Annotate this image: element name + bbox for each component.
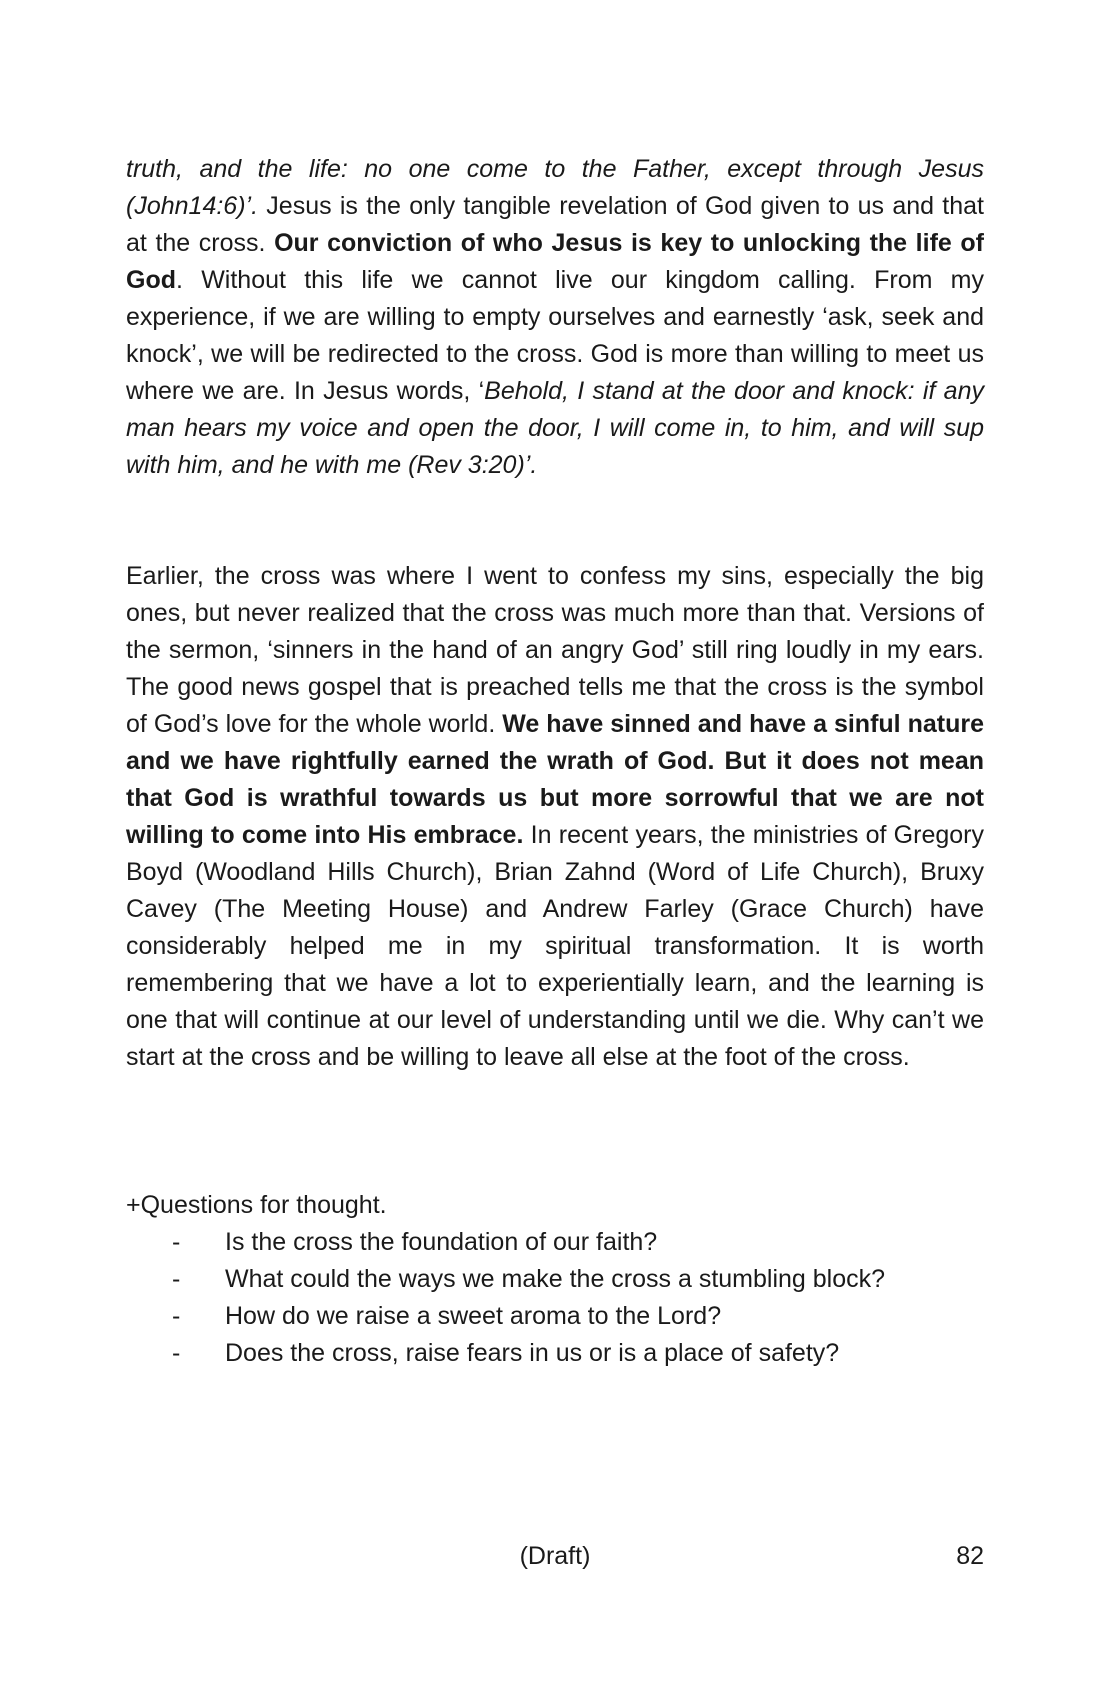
scripture-quote-john: truth, and the life: no one come to the Father, except through Jesus (John14:6)’. — [126, 155, 984, 220]
question-item — [126, 1298, 984, 1335]
bullet-dash: - — [172, 1302, 181, 1330]
question-text: What could the ways we make the cross a stumbling block? — [225, 1265, 886, 1293]
paragraph-2-text-a: Earlier, the cross was where I went to confess my sins, especially the big ones, but never realized that the cross was much more than that. Versions of the sermon, ‘sinners in the hand of an angry God’ still ring loudly in my ears. The good news gospel that is preached tells me that the cross is the symbol of God’s love for the whole world. — [126, 562, 984, 738]
question-text: Does the cross, raise fears in us or is a place of safety? — [225, 1339, 840, 1367]
question-text: How do we raise a sweet aroma to the Lord? — [225, 1302, 722, 1330]
paragraph-1-text-a: Jesus is the only tangible revelation of God given to us and that at the cross. — [126, 192, 984, 257]
question-text: Is the cross the foundation of our faith? — [225, 1228, 658, 1256]
questions-list — [126, 1224, 984, 1372]
paragraph-2-text-b: In recent years, the ministries of Gregory Boyd (Woodland Hills Church), Brian Zahnd (Word of Life Church), Bruxy Cavey (The Meeting House) and Andrew Farley (Grace Church) have considerably helped me in my spiritual transformation. It is worth remembering that we have a lot to experientially learn, and the learning is one that will continue at our level of understanding until we die. Why can’t we start at the cross and be willing to leave all else at the foot of the cross. — [126, 821, 984, 1071]
paragraph-2-emphasis: We have sinned and have a sinful nature and we have rightfully earned the wrath of God. But it does not mean that God is wrathful towards us but more sorrowful that we are not willing to come into His embrace. — [126, 710, 984, 849]
questions-section — [126, 1187, 984, 1372]
paragraph-1-emphasis: Our conviction of who Jesus is key to unlocking the life of God — [126, 229, 984, 294]
paragraph-1-text-b: . Without this life we cannot live our kingdom calling. From my experience, if we are willing to empty ourselves and earnestly ‘ask, seek and knock’, we will be redirected to the cross. God is more than willing to meet us where we are. In Jesus words, ‘ — [126, 266, 984, 405]
paragraph-1 — [126, 151, 984, 484]
bullet-dash: - — [172, 1339, 181, 1367]
bullet-dash: - — [172, 1265, 181, 1293]
scripture-quote-revelation: Behold, I stand at the door and knock: if any man hears my voice and open the door, I will come in, to him, and will sup with him, and he with me (Rev 3:20)’. — [126, 377, 984, 479]
paragraph-2 — [126, 558, 984, 1076]
question-item — [126, 1335, 984, 1372]
question-item — [126, 1261, 984, 1298]
footer-draft-label: (Draft) — [519, 1542, 591, 1570]
question-item — [126, 1224, 984, 1261]
page-number: 82 — [956, 1542, 984, 1570]
bullet-dash: - — [172, 1228, 181, 1256]
questions-heading: +Questions for thought. — [126, 1191, 387, 1219]
